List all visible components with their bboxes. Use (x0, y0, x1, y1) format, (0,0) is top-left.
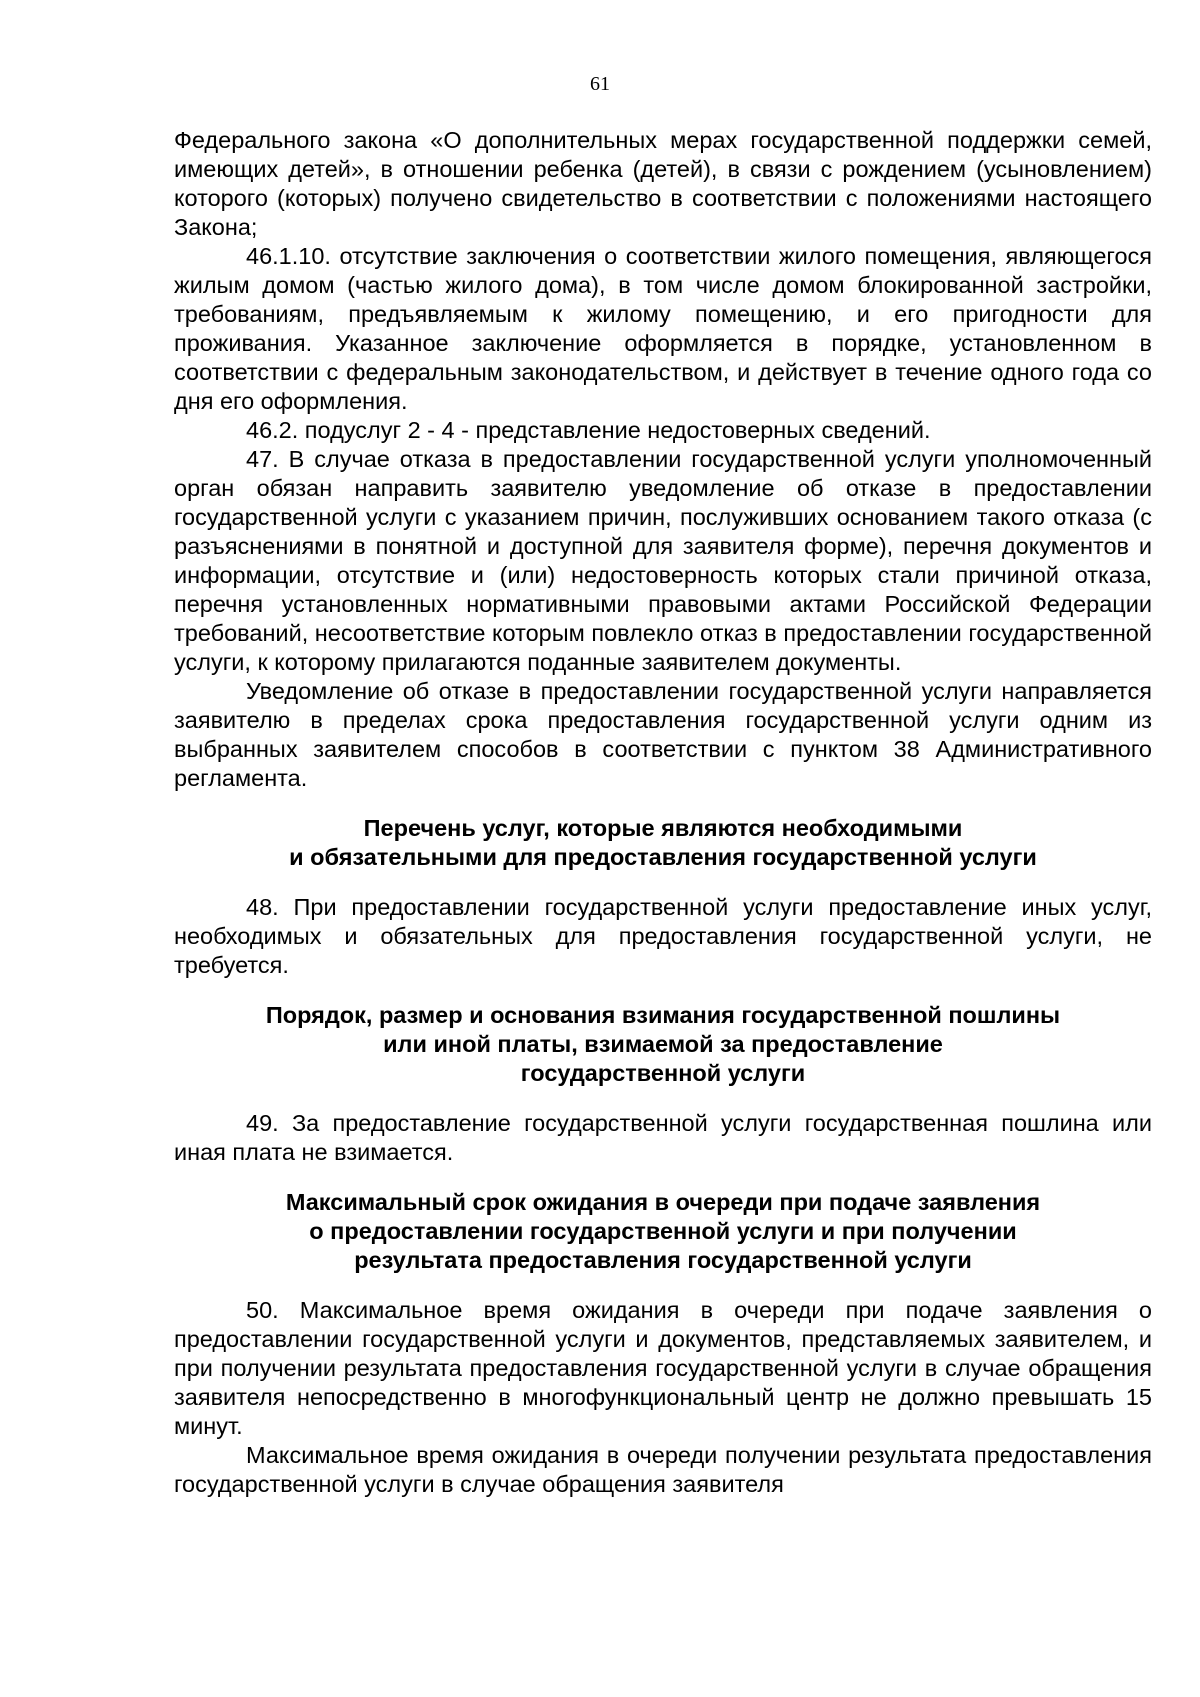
heading-state-fee (174, 1001, 1152, 1088)
paragraph-48: 48. При предоставлении государственной услуги предоставление иных услуг, необходимых и обязательных для предоставления государственной услуги, не требуется. (174, 894, 1152, 978)
paragraph-47: 47. В случае отказа в предоставлении государственной услуги уполномоченный орган обязан направить заявителю уведомление об отказе в предоставлении государственной услуги с указанием причин, послуживших основанием такого отказа (с разъяснениями в понятной и доступной для заявителя форме), перечня документов и информации, отсутствие и (или) недостоверность которых стали причиной отказа, перечня установленных нормативными правовыми актами Российской Федерации требований, несоответствие которым повлекло отказ в предоставлении государственной услуги, к которому прилагаются поданные заявителем документы. (174, 446, 1152, 675)
heading-line: Перечень услуг, которые являются необходимыми (363, 815, 963, 841)
page-number: 61 (590, 73, 610, 95)
paragraph-result-wait: Максимальное время ожидания в очереди получении результата предоставления государственной услуги в случае обращения заявителя (174, 1442, 1152, 1497)
paragraph-46-2: 46.2. подуслуг 2 - 4 - представление недостоверных сведений. (246, 417, 931, 443)
heading-line: результата предоставления государственной услуги (354, 1247, 972, 1273)
heading-line: или иной платы, взимаемой за предоставление (383, 1031, 943, 1057)
paragraph-46-1-10: 46.1.10. отсутствие заключения о соответствии жилого помещения, являющегося жилым домом (частью жилого дома), в том числе домом блокированной застройки, требованиям, предъявляемым к жилому помещению, и его пригодности для проживания. Указанное заключение оформляется в порядке, установленном в соответствии с федеральным законодательством, и действует в течение одного года со дня его оформления. (174, 243, 1152, 414)
heading-line: о предоставлении государственной услуги и при получении (309, 1218, 1017, 1244)
heading-line: Максимальный срок ожидания в очереди при подаче заявления (285, 1189, 1041, 1215)
paragraph-50: 50. Максимальное время ожидания в очереди при подаче заявления о предоставлении государственной услуги и документов, представляемых заявителем, и при получении результата предоставления государственной услуги в случае обращения заявителя непосредственно в многофункциональный центр не должно превышать 15 минут. (174, 1297, 1152, 1439)
paragraph-49: 49. За предоставление государственной услуги государственная пошлина или иная плата не взимается. (174, 1110, 1152, 1165)
heading-required-services (174, 814, 1152, 872)
document-body (174, 126, 1152, 1499)
heading-queue-time (174, 1188, 1152, 1275)
heading-line: и обязательными для предоставления государственной услуги (289, 844, 1037, 870)
paragraph-federal-law: Федерального закона «О дополнительных мерах государственной поддержки семей, имеющих детей», в отношении ребенка (детей), в связи с рождением (усыновлением) которого (которых) получено свидетельство в соответствии с положениями настоящего Закона; (174, 127, 1152, 240)
heading-line: государственной услуги (520, 1060, 806, 1086)
paragraph-refusal-notice: Уведомление об отказе в предоставлении государственной услуги направляется заявителю в пределах срока предоставления государственной услуги одним из выбранных заявителем способов в соответствии с пунктом 38 Административного регламента. (174, 678, 1152, 791)
heading-line: Порядок, размер и основания взимания государственной пошлины (265, 1002, 1061, 1028)
